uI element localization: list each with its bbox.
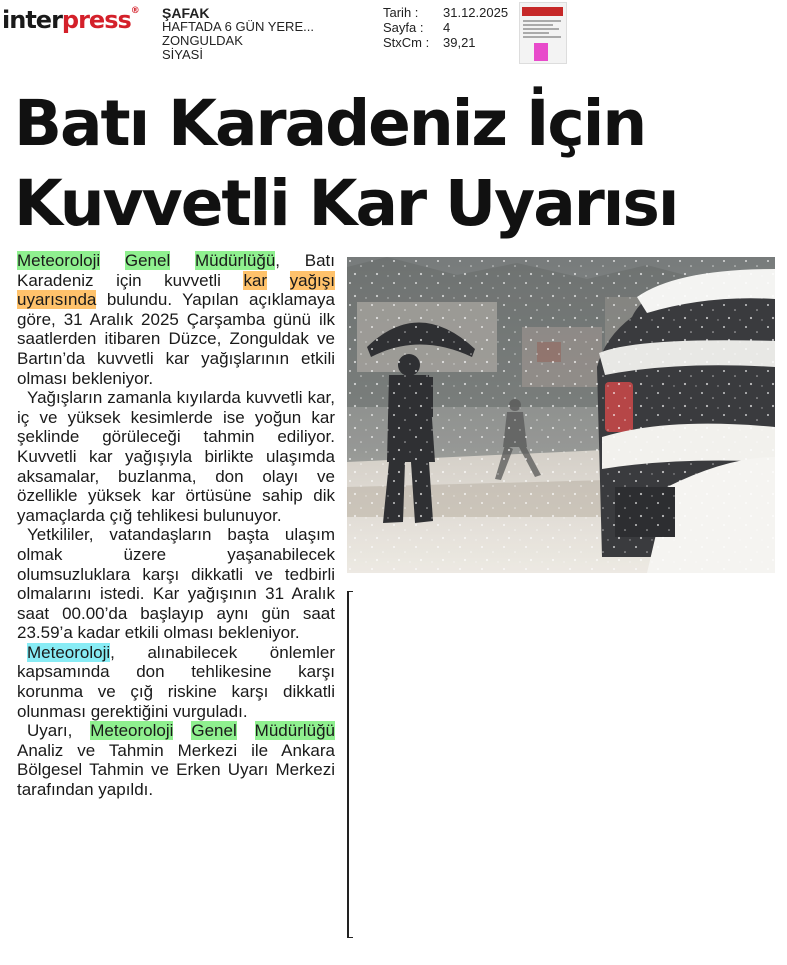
keyword-highlight: kar: [243, 270, 268, 290]
article-headline: [14, 84, 784, 244]
column-bracket: [347, 591, 353, 938]
keyword-highlight: Genel: [124, 251, 171, 270]
keyword-highlight: Meteoroloji: [27, 642, 111, 662]
meta-value: 4: [443, 20, 451, 35]
paragraph-text: Analiz ve Tahmin Merkezi ile Ankara Bölgesel Tahmin ve Erken Uyarı Merkezi tarafından yapıldı.: [17, 740, 335, 800]
paragraph-text: , alınabilecek önlemler kapsamında don tehlikesine karşı korunma ve çığ riskine karşı dikkatli olunması gerektiğini vurguladı.: [17, 642, 335, 721]
paragraph-5: [17, 721, 335, 799]
keyword-highlight: uyarısında: [17, 290, 97, 310]
thumbnail-line: [523, 28, 559, 30]
paragraph-text: bulundu. Yapılan açıklamaya göre, 31 Aralık 2025 Çarşamba günü ilk saatlerden itibaren Düzce, Zonguldak ve Bartın’da kuvvetli kar yağışlarının etkili olması bekleniyor.: [17, 290, 335, 388]
thumbnail-line: [523, 36, 561, 38]
snow-scene-photo: [347, 257, 775, 573]
interpress-logo: [2, 6, 139, 34]
publication-region: ZONGULDAK: [162, 33, 243, 48]
meta-label: StxCm :: [383, 35, 430, 50]
clipping-meta: [383, 5, 508, 50]
keyword-highlight: yağışı: [289, 270, 335, 290]
thumbnail-masthead: [522, 7, 563, 16]
keyword-highlight: Genel: [191, 721, 237, 741]
publication-category: SİYASİ: [162, 47, 203, 62]
meta-value: 39,21: [443, 35, 476, 50]
meta-label: Tarih :: [383, 5, 419, 20]
thumbnail-line: [523, 20, 561, 22]
logo-text-main: inter: [2, 6, 62, 34]
publication-frequency: HAFTADA 6 GÜN YERE...: [162, 19, 314, 34]
paragraph-text: , Batı Karadeniz için kuvvetli: [17, 251, 335, 290]
registered-mark: ®: [130, 6, 139, 16]
snow-photo-graphic: [347, 257, 775, 573]
paragraph-4: [17, 643, 335, 721]
publication-info: [162, 6, 314, 62]
paragraph-2: Yağışların zamanla kıyılarda kuvvetli kar, iç ve yüksek kesimlerde ise yoğun kar şeklinde görüleceği tahmin ediliyor. Kuvvetli kar yağışıyla birlikte ulaşımda aksamalar, buzlanma, don olayı ve özellikle yüksek kar örtüsüne sahip dik yamaçlarda çığ tehlikesi bulunuyor.: [17, 388, 335, 525]
thumbnail-article-marker: [534, 43, 548, 61]
paragraph-1: [17, 251, 335, 388]
keyword-highlight: Meteoroloji: [17, 251, 101, 270]
page-thumbnail[interactable]: [519, 2, 567, 64]
keyword-highlight: Meteoroloji: [90, 721, 174, 741]
publication-name: ŞAFAK: [162, 5, 210, 21]
paragraph-text: Uyarı,: [27, 721, 91, 741]
keyword-highlight: Müdürlüğü: [194, 251, 276, 270]
keyword-highlight: Müdürlüğü: [254, 721, 335, 741]
thumbnail-line: [523, 32, 549, 34]
thumbnail-line: [523, 24, 553, 26]
meta-stxcm: [383, 35, 508, 50]
paragraph-3: Yetkililer, vatandaşların başta ulaşım olmak üzere yaşanabilecek olumsuzluklara karşı dikkatli ve tedbirli olmalarını istedi. Kar yağışının 31 Aralık saat 00.00’da başlayıp aynı gün saat 23.59’a kadar etkili olması bekleniyor.: [17, 525, 335, 643]
meta-label: Sayfa :: [383, 20, 424, 35]
meta-date: [383, 5, 508, 20]
meta-page: [383, 20, 508, 35]
headline-line-1: Batı Karadeniz İçin: [14, 87, 646, 160]
article-body: [17, 251, 335, 800]
meta-value: 31.12.2025: [443, 5, 509, 20]
headline-line-2: Kuvvetli Kar Uyarısı: [14, 167, 678, 240]
logo-text-accent: press: [61, 6, 131, 34]
